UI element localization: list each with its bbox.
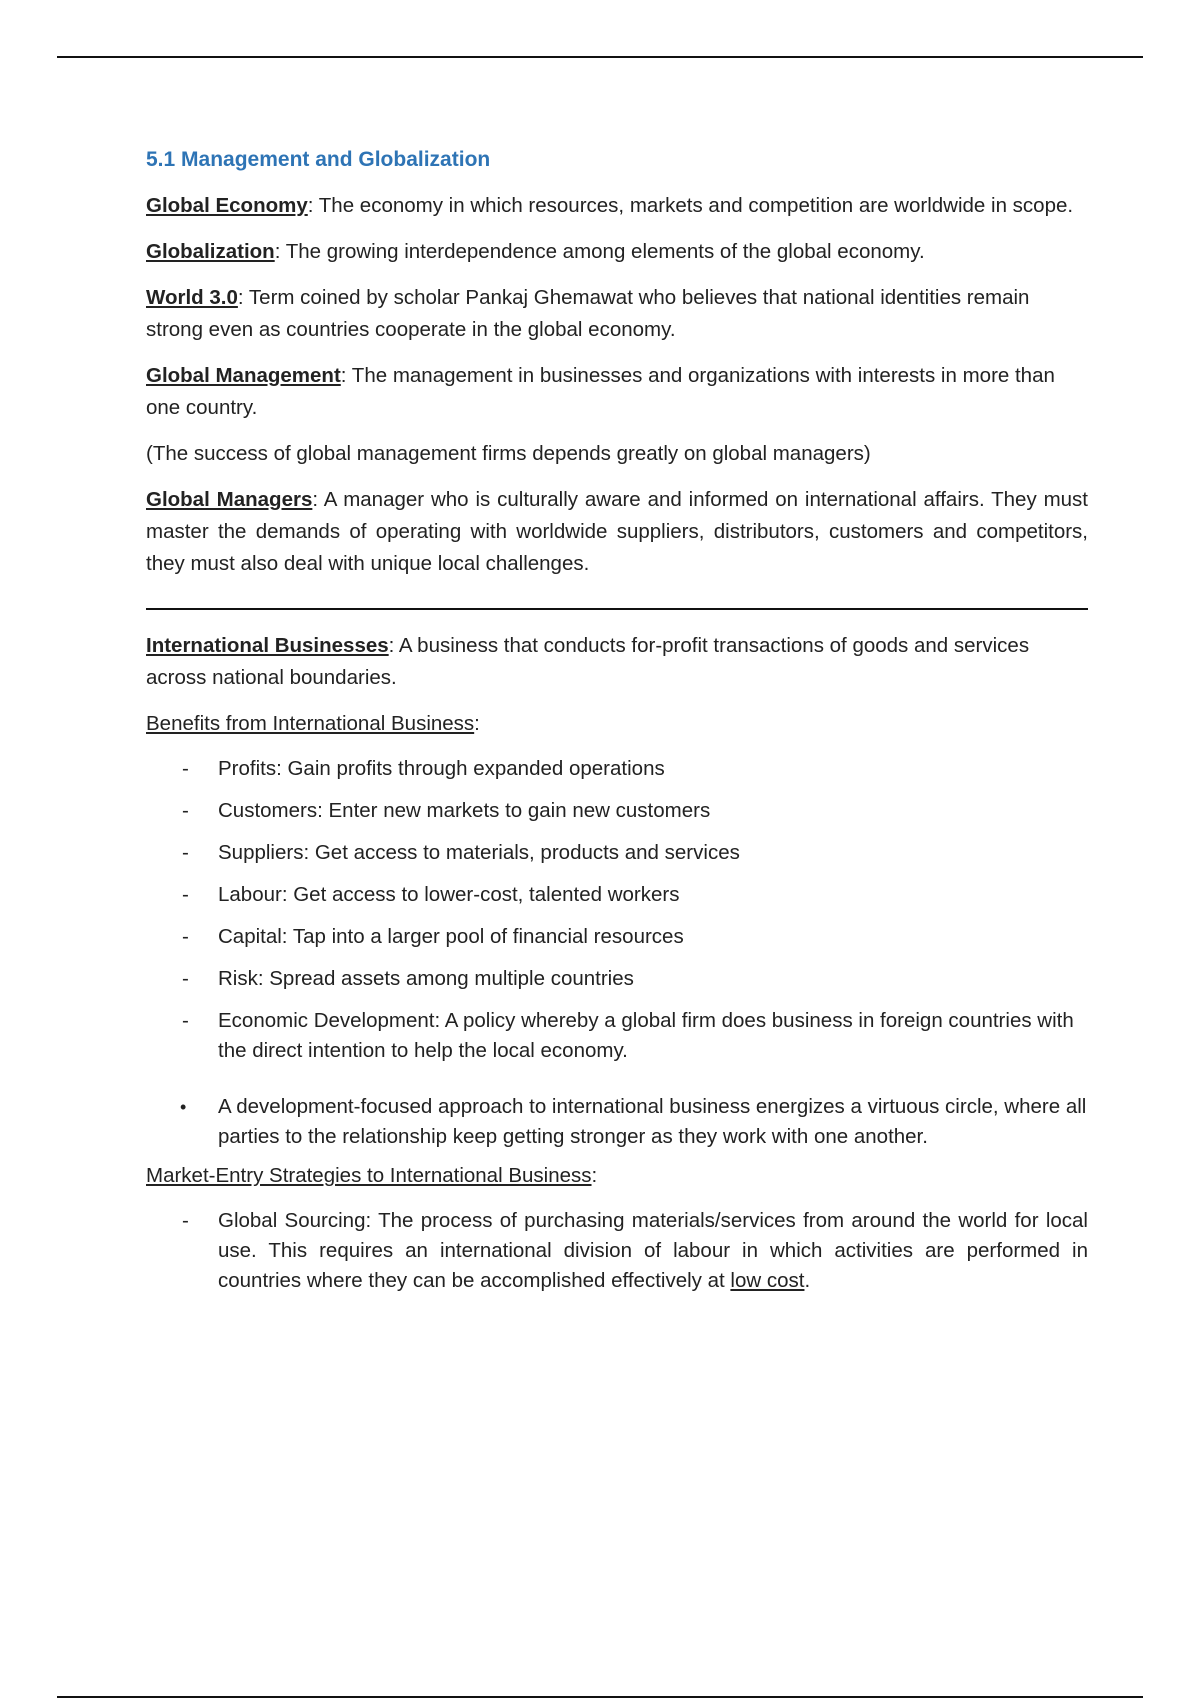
dash-marker: - [182,1009,189,1032]
term-global-management: Global Management [146,364,341,387]
market-entry-heading-text: Market-Entry Strategies to International Business [146,1164,592,1187]
heading-colon: : [474,712,480,735]
page-top-rule [57,56,1143,58]
definition-globalization [146,236,1088,268]
section-title: 5.1 Management and Globalization [146,148,491,171]
benefits-heading-text: Benefits from International Business [146,712,475,735]
list-item [146,796,1088,826]
list-item-text: Suppliers: Get access to materials, products and services [218,841,740,864]
list-item [146,1092,1088,1152]
section-divider [146,608,1088,610]
bullet-marker: • [180,1097,187,1117]
list-item [146,880,1088,910]
list-item-text: Global Sourcing: The process of purchasing materials/services from around the world for local use. This requires an international division of labour in which activities are performed in countries where they can be accomplished effectively at [218,1209,1088,1292]
term-international-businesses: International Businesses [146,634,389,657]
low-cost-text: low cost [730,1269,805,1292]
dash-marker: - [182,799,189,822]
list-item-text: Risk: Spread assets among multiple countries [218,967,634,990]
list-item [146,1006,1088,1066]
definition-text: : The growing interdependence among elements of the global economy. [274,240,925,263]
heading-colon: : [591,1164,598,1187]
definition-global-managers [146,484,1088,580]
definition-text: : A manager who is culturally aware and informed on international affairs. They must master the demands of operating with worldwide suppliers, distributors, customers and competitors, they must also deal with unique local challenges. [146,488,1089,575]
dash-marker: - [182,757,189,780]
term-world-3: World 3.0 [146,286,238,309]
list-item-text: Customers: Enter new markets to gain new customers [218,799,711,822]
definition-text: : The economy in which resources, markets and competition are worldwide in scope. [307,194,1074,217]
list-item-text: Profits: Gain profits through expanded operations [218,757,665,780]
list-item [146,964,1088,994]
bullet-list [146,1092,1088,1152]
dash-marker: - [182,925,189,948]
dash-marker: - [182,883,189,906]
list-item-end: . [804,1269,811,1292]
benefits-heading [146,708,1088,740]
definition-world-3 [146,282,1088,346]
list-item-text: A development-focused approach to international business energizes a virtuous circle, where all parties to the relationship keep getting stronger as they work with one another. [218,1095,1087,1148]
market-entry-list [146,1206,1088,1296]
term-global-economy: Global Economy [146,194,308,217]
definition-global-management [146,360,1088,424]
list-item-text: Economic Development: A policy whereby a global firm does business in foreign countries with the direct intention to help the local economy. [218,1009,1074,1062]
list-item [146,1206,1088,1296]
term-global-managers: Global Managers [146,488,313,511]
document-body [146,144,1088,1310]
list-item [146,838,1088,868]
dash-marker: - [182,841,189,864]
list-item [146,754,1088,784]
list-item-text: Labour: Get access to lower-cost, talented workers [218,883,680,906]
term-globalization: Globalization [146,240,275,263]
definition-global-economy [146,190,1088,222]
market-entry-heading [146,1160,1088,1192]
list-item [146,922,1088,952]
definition-international-businesses [146,630,1088,694]
definition-text: : The management in businesses and organizations with interests in more than one country. [146,364,1055,419]
dash-marker: - [182,967,189,990]
page-bottom-rule [57,1696,1143,1698]
definition-text: : A business that conducts for-profit transactions of goods and services across national boundaries. [146,634,1030,689]
benefits-list [146,754,1088,1066]
list-item-text: Capital: Tap into a larger pool of financial resources [218,925,684,948]
definition-text: : Term coined by scholar Pankaj Ghemawat who believes that national identities remain strong even as countries cooperate in the global economy. [146,286,1030,341]
dash-marker: - [182,1209,189,1232]
note-paragraph: (The success of global management firms depends greatly on global managers) [146,442,871,465]
